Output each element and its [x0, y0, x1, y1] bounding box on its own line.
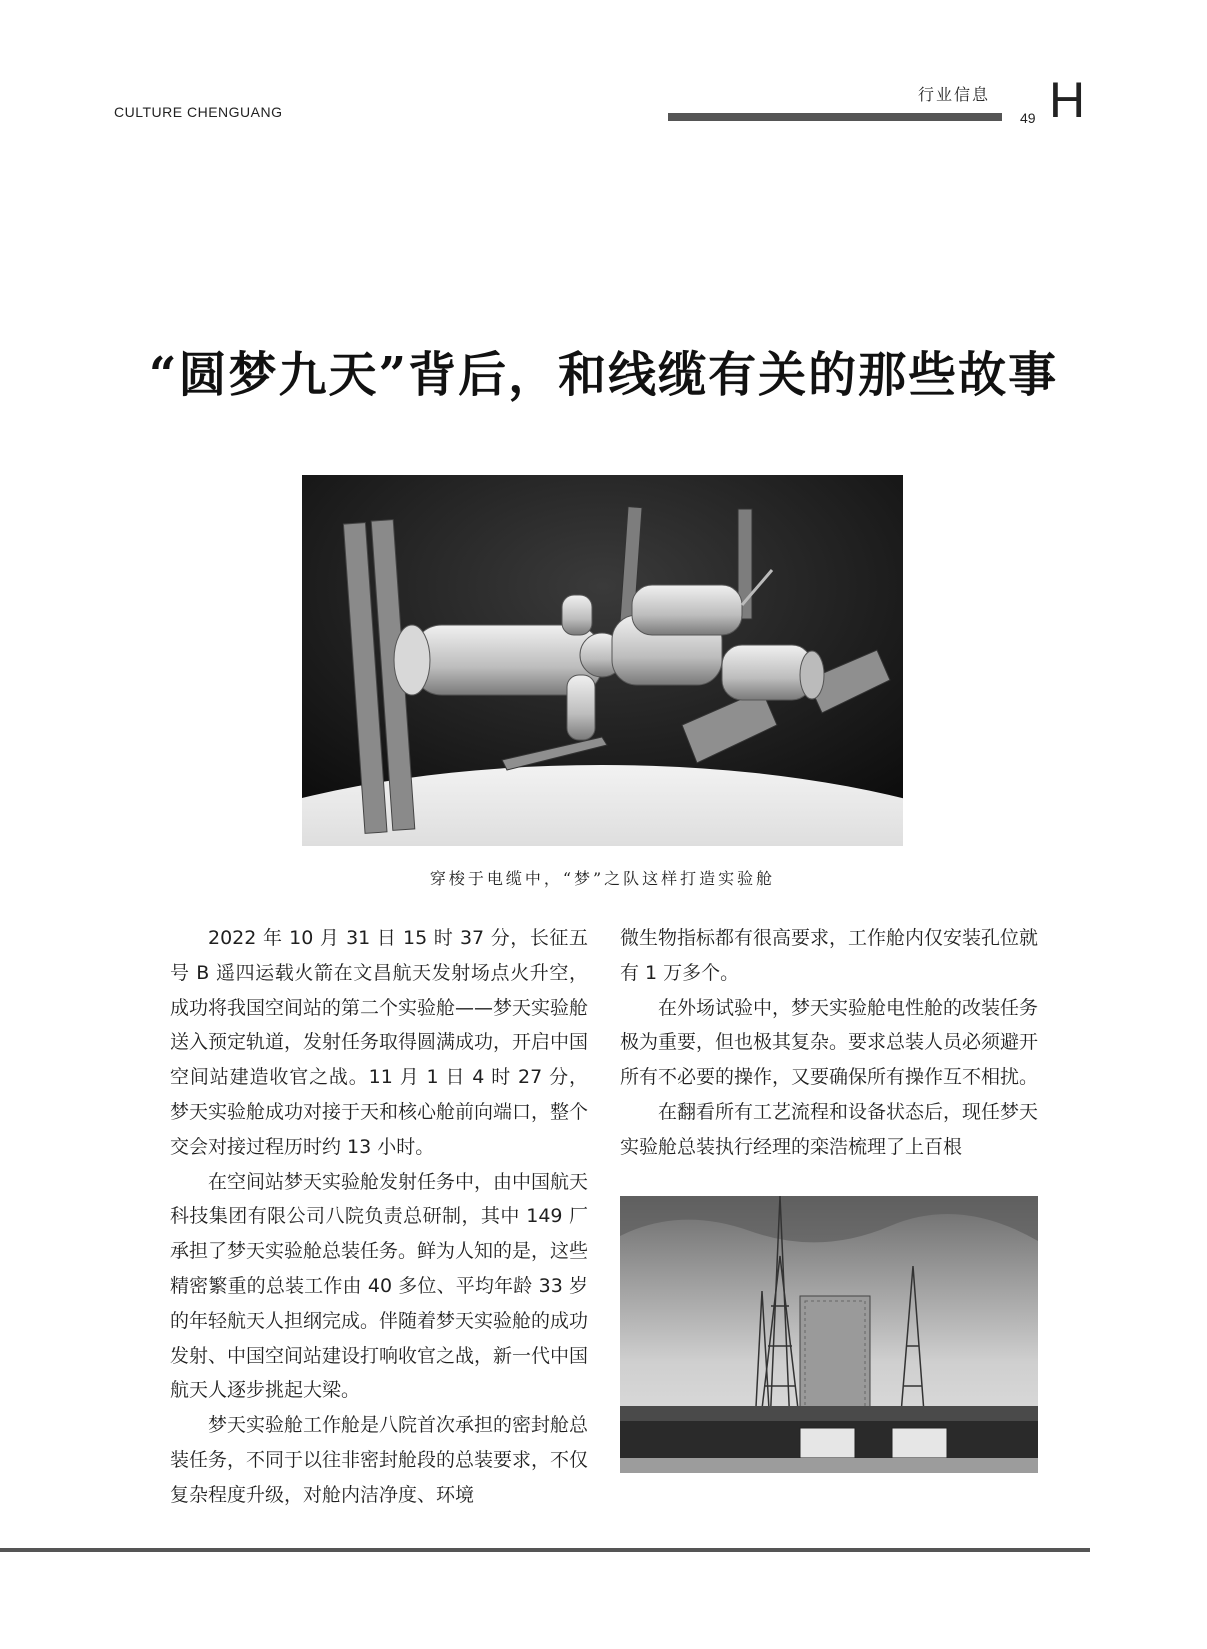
- article-title: “圆梦九天”背后，和线缆有关的那些故事: [148, 347, 1059, 403]
- paragraph: 在外场试验中，梦天实验舱电性舱的改装任务极为重要，但也极其复杂。要求总装人员必须避开所有不必要的操作，又要确保所有操作互不相扰。: [620, 996, 1039, 1089]
- footer-rule: [0, 1548, 1090, 1552]
- space-station-photo: [302, 475, 903, 846]
- paragraph: 2022 年 10 月 31 日 15 时 37 分，长征五号 B 遥四运载火箭在文昌航天发射场点火升空，成功将我国空间站的第二个实验舱——梦天实验舱送入预定轨道，发射任务取得圆满成功，开启中国空间站建造收官之战。11 月 1 日 4 时 27 分，梦天实验舱成功对接于天和核心舱前向端口，整个交会对接过程历时约 13 小时。: [170, 927, 589, 1158]
- paragraph: 在翻看所有工艺流程和设备状态后，现任梦天实验舱总装执行经理的栾浩梳理了上百根: [620, 1100, 1039, 1158]
- launch-site-team-photo: [620, 1196, 1038, 1473]
- paragraph: 梦天实验舱工作舱是八院首次承担的密封舱总装任务，不同于以往非密封舱段的总装要求，不仅复杂程度升级，对舱内洁净度、环境: [170, 1414, 589, 1506]
- magazine-name: CULTURE CHENGUANG: [114, 104, 283, 120]
- page-number: 49: [1020, 110, 1036, 126]
- paragraph-continuation: 微生物指标都有很高要求，工作舱内仅安装孔位就有 1 万多个。: [620, 927, 1039, 984]
- section-label: 行业信息: [918, 85, 991, 104]
- section-letter: H: [1049, 72, 1086, 128]
- paragraph: 在空间站梦天实验舱发射任务中，由中国航天科技集团有限公司八院负责总研制，其中 149 厂承担了梦天实验舱总装任务。鲜为人知的是，这些精密繁重的总装工作由 40 多位、平均年龄 33 岁的年轻航天人担纲完成。伴随着梦天实验舱的成功发射、中国空间站建设打响收官之战，新一代中国航天人逐步挑起大梁。: [170, 1170, 589, 1402]
- figure-caption: 穿梭于电缆中，“梦”之队这样打造实验舱: [429, 869, 776, 888]
- header-rule: [668, 113, 1002, 121]
- article-left-column: [170, 921, 588, 1513]
- article-right-column: [620, 921, 1038, 1165]
